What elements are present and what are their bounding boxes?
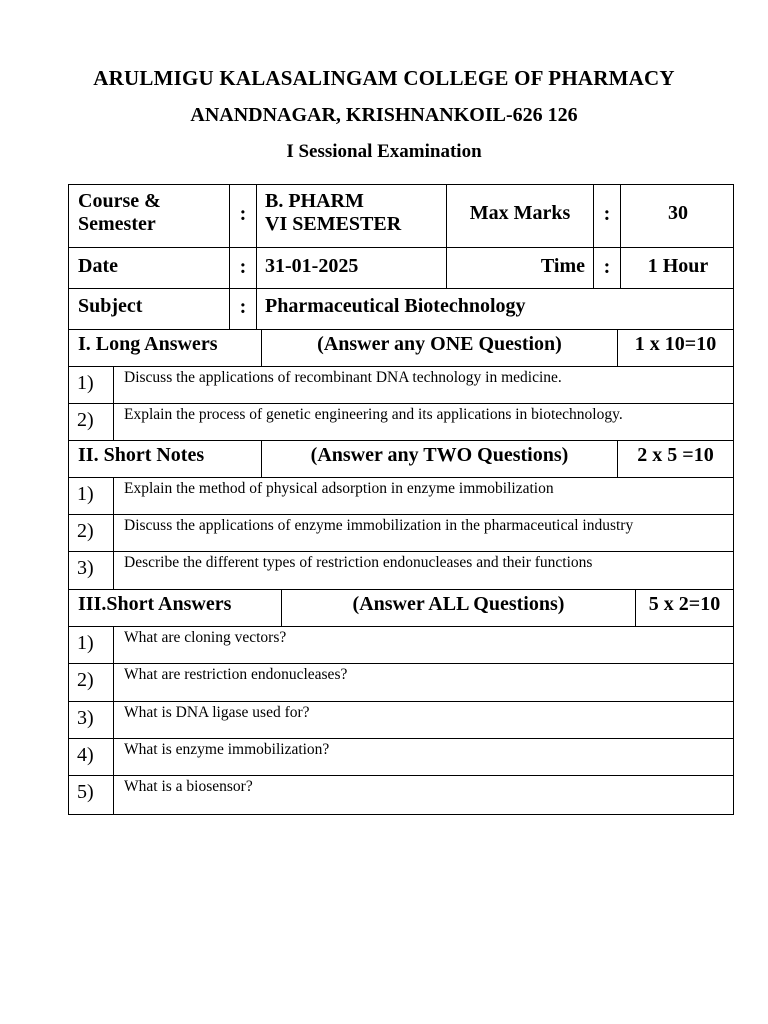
question-number: 4) [77,744,94,766]
question-number: 2) [77,669,94,691]
question-row [68,551,734,590]
question-row [68,403,734,441]
section-instruction: (Answer ALL Questions) [352,593,565,615]
question-number: 2) [77,520,94,542]
section-header [68,589,734,627]
section-marks: 1 x 10=10 [634,333,717,355]
question-number: 2) [77,409,94,431]
question-number: 5) [77,781,94,803]
time-label: Time [540,255,585,277]
section-instruction: (Answer any ONE Question) [317,333,562,355]
question-number: 3) [77,707,94,729]
colon: : [603,256,611,278]
course-label: Course & Semester [78,190,161,235]
info-row-subject [68,288,734,330]
question-row [68,626,734,664]
question-number: 1) [77,483,94,505]
question-row [68,738,734,776]
question-row [68,775,734,815]
course-value: B. PHARM VI SEMESTER [265,190,402,235]
question-row [68,663,734,702]
max-marks-label: Max Marks [469,202,571,224]
question-number: 1) [77,372,94,394]
time-value: 1 Hour [647,255,709,277]
question-text: What is DNA ligase used for? [124,704,310,721]
question-text: What is a biosensor? [124,778,253,795]
question-text: What are restriction endonucleases? [124,666,348,683]
date-label: Date [78,255,118,277]
colon: : [603,203,611,225]
question-text: Describe the different types of restriction endonucleases and their functions [124,554,593,571]
question-text: Discuss the applications of recombinant DNA technology in medicine. [124,369,562,386]
college-address: ANANDNAGAR, KRISHNANKOIL-626 126 [190,104,578,126]
info-row-date [68,247,734,289]
section-title: III.Short Answers [78,593,232,615]
question-row [68,514,734,552]
question-number: 3) [77,557,94,579]
exam-title: I Sessional Examination [286,141,482,162]
question-text: What is enzyme immobilization? [124,741,330,758]
section-marks: 2 x 5 =10 [637,444,714,466]
section-marks: 5 x 2=10 [648,593,721,615]
question-row [68,701,734,739]
question-text: Discuss the applications of enzyme immobilization in the pharmaceutical industry [124,517,634,534]
section-header [68,329,734,367]
question-row [68,477,734,515]
colon: : [239,203,247,225]
section-header [68,440,734,478]
question-number: 1) [77,632,94,654]
info-row-course [68,184,734,248]
question-row [68,366,734,404]
college-name: ARULMIGU KALASALINGAM COLLEGE OF PHARMACY [93,66,675,90]
colon: : [239,256,247,278]
section-title: I. Long Answers [78,333,218,355]
subject-value: Pharmaceutical Biotechnology [265,295,526,317]
colon: : [239,296,247,318]
section-title: II. Short Notes [78,444,205,466]
max-marks-value: 30 [668,202,688,224]
subject-label: Subject [78,295,143,317]
section-instruction: (Answer any TWO Questions) [310,444,569,466]
question-text: What are cloning vectors? [124,629,287,646]
question-text: Explain the process of genetic engineering and its applications in biotechnology. [124,406,623,423]
date-value: 31-01-2025 [265,255,359,277]
question-text: Explain the method of physical adsorption in enzyme immobilization [124,480,554,497]
